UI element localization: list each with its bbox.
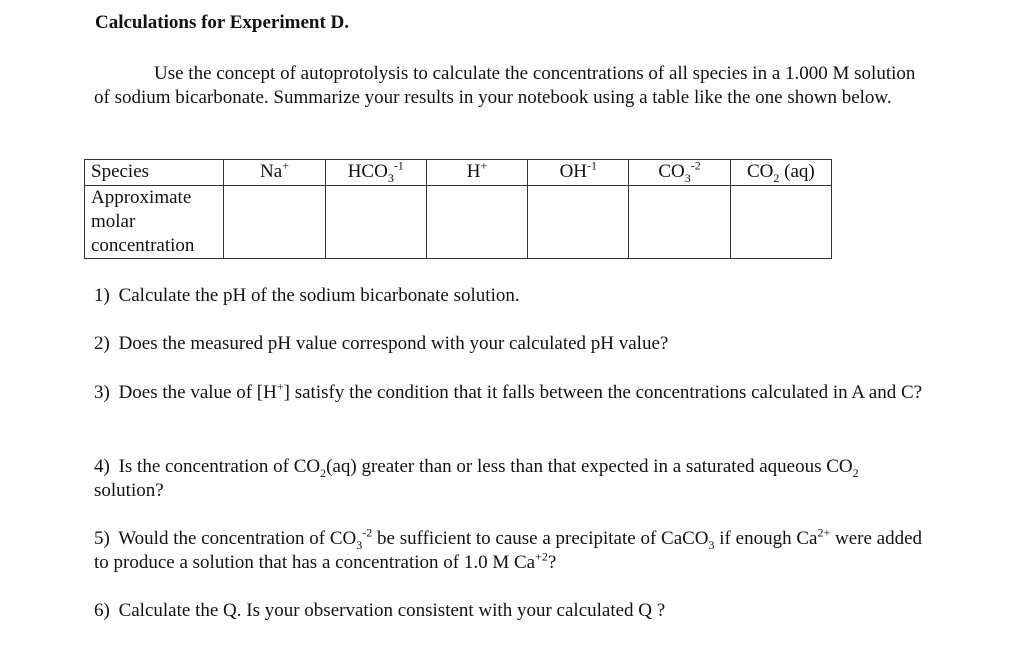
table-row xyxy=(85,186,832,259)
column-header-oh: $OH^{-1}$ xyxy=(528,160,629,186)
value-cell-h xyxy=(426,186,527,259)
value-cell-co2-aq xyxy=(730,186,831,259)
column-header-co2-aq: $CO_2$ (aq) xyxy=(730,160,831,186)
row-header-species: Species xyxy=(85,160,224,186)
question-1: 1) Calculate the pH of the sodium bicarbonate solution. xyxy=(94,285,520,306)
column-header-h: H+ xyxy=(426,160,527,186)
row-header-concentration: Approximate molar concentration xyxy=(85,186,224,259)
page-title: Calculations for Experiment D. xyxy=(95,12,350,33)
question-4: 4) Is the concentration of $CO_2(aq)$ greater than or less than that expected in a saturated aqueous $CO_2$ solution? xyxy=(94,456,859,501)
column-header-hco3: $HCO_3^{-1}$ xyxy=(325,160,426,186)
column-header-co3: $CO_3^{-2}$ xyxy=(629,160,730,186)
question-5: 5) Would the concentration of $CO_3^{-2}$ be sufficient to cause a precipitate of CaCO$_3$ if enough $Ca^{2+}$ were added to produce a solution that has a concentration of 1.0 M $Ca^{+2}$? xyxy=(94,525,922,573)
intro-paragraph: Use the concept of autoprotolysis to calculate the concentrations of all species in a 1.000 M solution of sodium bicarbonate. Summarize your results in your notebook using a table like the one shown below. xyxy=(94,63,916,108)
question-2: 2) Does the measured pH value correspond with your calculated pH value? xyxy=(94,333,669,354)
value-cell-oh xyxy=(528,186,629,259)
value-cell-hco3 xyxy=(325,186,426,259)
question-6: 6) Calculate the Q. Is your observation consistent with your calculated Q ? xyxy=(94,600,666,621)
question-3: 3) Does the value of [H+] satisfy the condition that it falls between the concentrations calculated in A and C? xyxy=(94,379,923,403)
value-cell-na xyxy=(224,186,325,259)
column-header-na: Na+ xyxy=(224,160,325,186)
value-cell-co3 xyxy=(629,186,730,259)
table-header-row xyxy=(85,160,832,186)
species-table xyxy=(84,159,832,259)
